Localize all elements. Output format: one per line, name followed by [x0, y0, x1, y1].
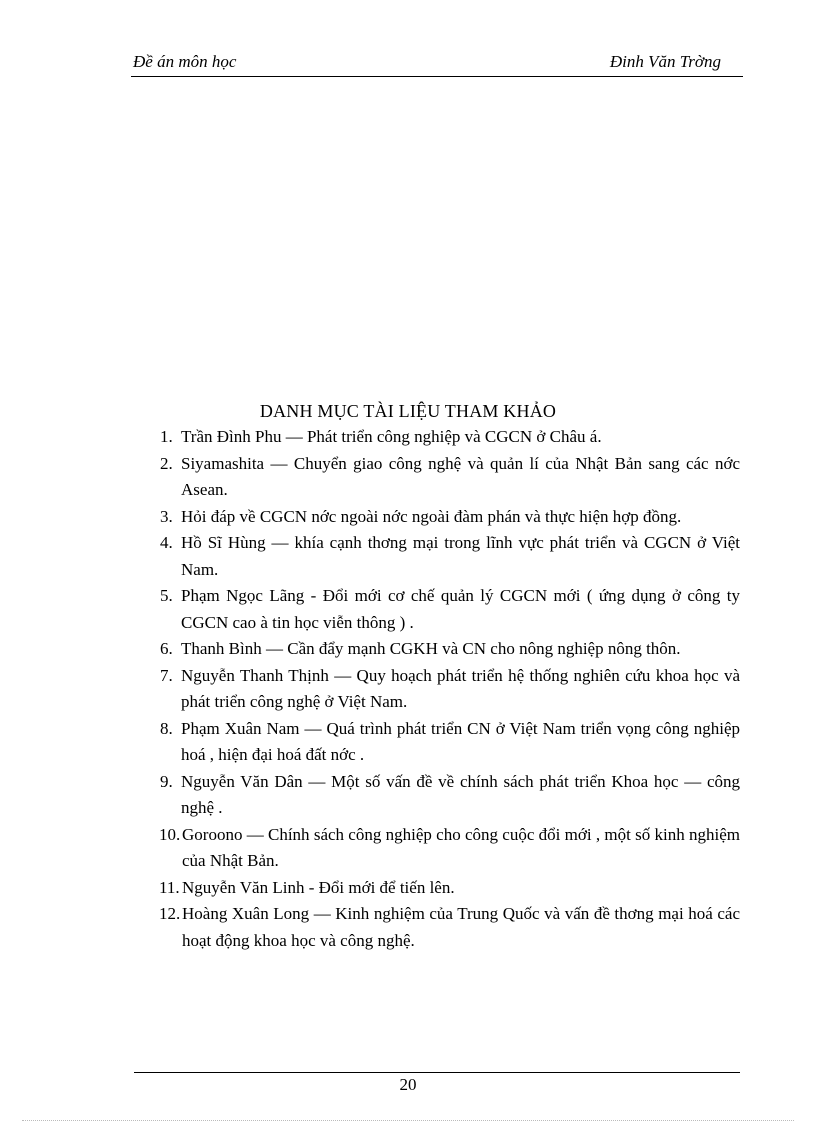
reference-number: 12. — [159, 904, 181, 923]
reference-text: Phạm Xuân Nam — Quá trình phát triển CN ở Việt Nam triển vọng công nghiệp hoá , hiện đại hoá đất nớc . — [181, 718, 740, 764]
footer-divider — [134, 1072, 740, 1073]
reference-item — [160, 530, 740, 583]
reference-item — [160, 504, 740, 531]
reference-number: 4. — [160, 533, 173, 552]
reference-text: Hoàng Xuân Long — Kinh nghiệm của Trung Quốc và vấn đề thơng mại hoá các hoạt động khoa học và công nghệ. — [182, 904, 740, 950]
reference-text: Siyamashita — Chuyển giao công nghệ và quản lí của Nhật Bản sang các nớc Asean. — [181, 453, 740, 499]
reference-text: Trần Đình Phu — Phát triển công nghiệp và CGCN ở Châu á. — [181, 427, 602, 446]
reference-number: 8. — [160, 718, 173, 738]
reference-number: 2. — [160, 453, 173, 473]
reference-text: Nguyễn Thanh Thịnh — Quy hoạch phát triển hệ thống nghiên cứu khoa học và phát triển công nghệ ở Việt Nam. — [181, 665, 740, 711]
page-bottom-edge — [22, 1120, 794, 1121]
references-title: DANH MỤC TÀI LIỆU THAM KHẢO — [259, 401, 557, 421]
reference-item — [160, 663, 740, 716]
reference-number: 1. — [160, 427, 173, 446]
reference-number: 9. — [160, 771, 173, 791]
header-author-name: Đinh Văn Trờng — [609, 52, 721, 71]
reference-number: 10. — [159, 824, 181, 844]
reference-number: 7. — [160, 665, 173, 685]
reference-number: 5. — [160, 586, 173, 605]
reference-item — [160, 769, 740, 822]
reference-item — [160, 583, 740, 636]
reference-item — [160, 901, 740, 954]
reference-text: Goroono — Chính sách công nghiệp cho công cuộc đổi mới , một số kinh nghiệm của Nhật Bản. — [182, 824, 740, 870]
reference-item — [160, 716, 740, 769]
reference-number: 11. — [159, 877, 180, 897]
page-header — [131, 50, 743, 77]
page-number: 20 — [399, 1075, 417, 1094]
reference-item — [160, 875, 740, 902]
references-list — [160, 424, 740, 954]
reference-number: 3. — [160, 506, 173, 526]
reference-text: Hồ Sĩ Hùng — khía cạnh thơng mại trong lĩnh vực phát triển và CGCN ở Việt Nam. — [181, 533, 740, 579]
reference-text: Nguyễn Văn Dân — Một số vấn đề về chính sách phát triển Khoa học — công nghệ . — [181, 771, 740, 817]
reference-text: Nguyễn Văn Linh - Đổi mới để tiến lên. — [182, 877, 455, 897]
reference-number: 6. — [160, 639, 173, 658]
header-course-title: Đề án môn học — [133, 52, 237, 71]
reference-item — [160, 451, 740, 504]
reference-text: Hỏi đáp về CGCN nớc ngoài nớc ngoài đàm phán và thực hiện hợp đồng. — [181, 506, 682, 526]
reference-item — [160, 822, 740, 875]
reference-text: Thanh Bình — Cần đẩy mạnh CGKH và CN cho nông nghiệp nông thôn. — [181, 639, 681, 658]
reference-item — [160, 424, 740, 451]
reference-text: Phạm Ngọc Lãng - Đổi mới cơ chế quản lý CGCN mới ( ứng dụng ở công ty CGCN cao à tin học viễn thông ) . — [181, 586, 740, 632]
reference-item — [160, 636, 740, 663]
